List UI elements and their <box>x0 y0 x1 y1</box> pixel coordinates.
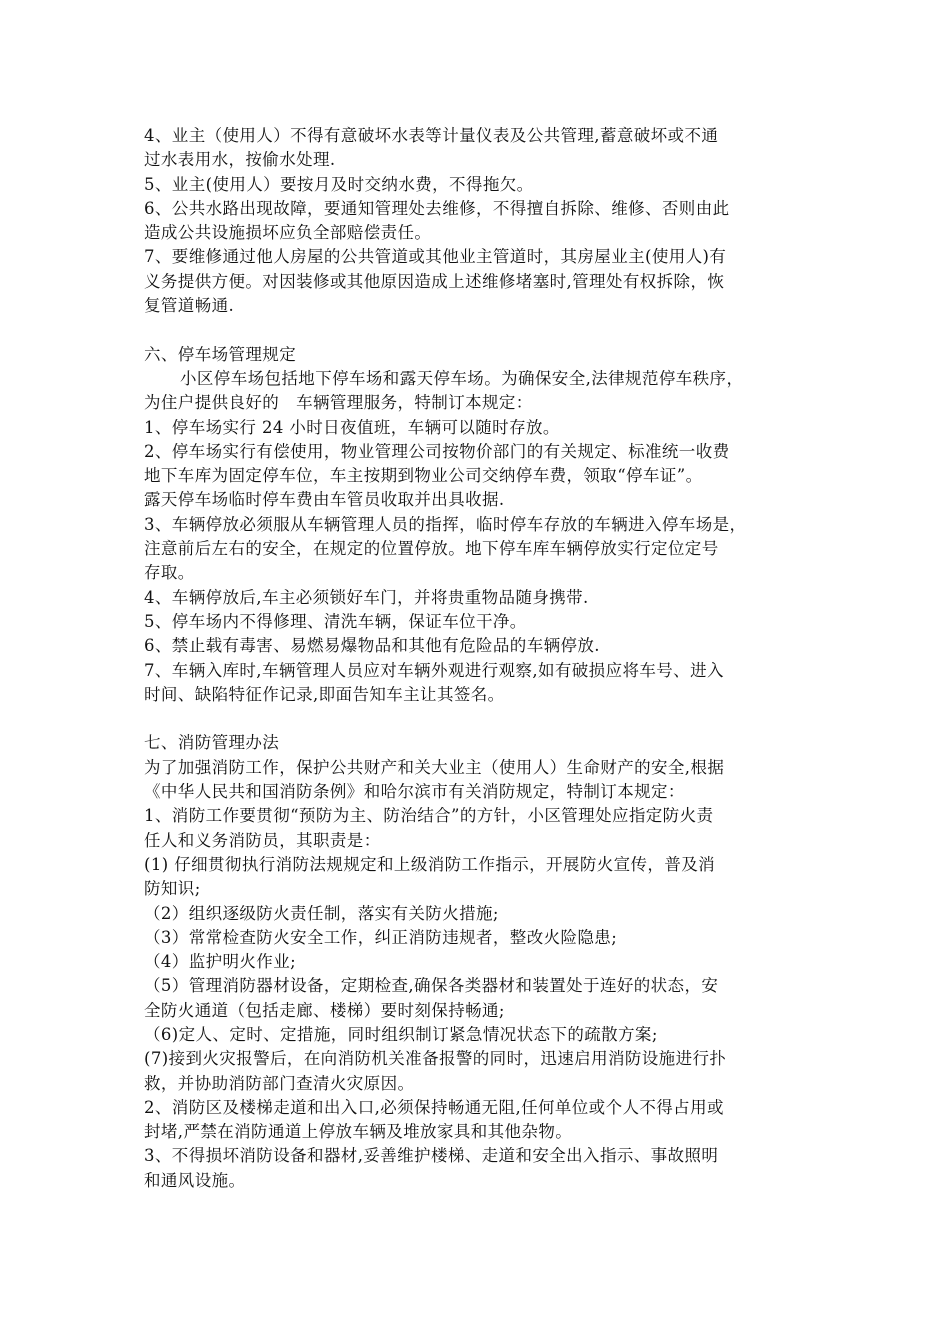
text-line: 7、车辆入库时,车辆管理人员应对车辆外观进行观察,如有破损应将车号、进入 <box>144 660 724 680</box>
text-line: 《中华人民共和国消防条例》和哈尔滨市有关消防规定，特制订本规定： <box>144 782 685 802</box>
text-line: 义务提供方便。对因装修或其他原因造成上述维修堵塞时,管理处有权拆除，恢 <box>144 271 725 291</box>
text-line: 救，并协助消防部门查清火灾原因。 <box>144 1073 415 1093</box>
text-line: 2、停车场实行有偿使用，物业管理公司按物价部门的有关规定、标准统一收费 <box>144 441 730 461</box>
text-line: 2、消防区及楼梯走道和出入口,必须保持畅通无阻,任何单位或个人不得占用或 <box>144 1097 724 1117</box>
text-line: 过水表用水，按偷水处理. <box>144 150 336 170</box>
text-line: 7、要维修通过他人房屋的公共管道或其他业主管道时，其房屋业主(使用人)有 <box>144 247 727 267</box>
text-line: 复管道畅通. <box>144 296 235 316</box>
blank-line <box>144 707 824 731</box>
text-line: 防知识; <box>144 879 201 899</box>
text-line: 4、业主（使用人）不得有意破坏水表等计量仪表及公共管理,蓄意破坏或不通 <box>144 126 719 145</box>
text-line: 为了加强消防工作，保护公共财产和关大业主（使用人）生命财产的安全,根据 <box>144 757 725 777</box>
text-line: 1、停车场实行 24 小时日夜值班，车辆可以随时存放。 <box>144 417 560 437</box>
text-line: （2）组织逐级防火责任制，落实有关防火措施; <box>144 903 499 923</box>
text-line: 注意前后左右的安全，在规定的位置停放。地下停车库车辆停放实行定位定号 <box>144 539 719 559</box>
text-line: 5、停车场内不得修理、清洗车辆，保证车位干净。 <box>144 611 527 631</box>
text-line: 为住户提供良好的 车辆管理服务，特制订本规定： <box>144 393 533 413</box>
text-line: 存取。 <box>144 563 195 583</box>
text-line: 全防火通道（包括走廊、楼梯）要时刻保持畅通; <box>144 1000 505 1020</box>
text-line: 任人和义务消防员，其职责是： <box>144 830 381 850</box>
text-line: （3）常常检查防火安全工作，纠正消防违规者，整改火险隐患; <box>144 927 618 947</box>
section-heading-fire: 七、消防管理办法 <box>144 733 280 753</box>
text-line: 6、禁止载有毒害、易燃易爆物品和其他有危险品的车辆停放. <box>144 636 600 656</box>
text-line: 3、车辆停放必须服从车辆管理人员的指挥，临时停车存放的车辆进入停车场是， <box>144 514 747 534</box>
text-line: (7)接到火灾报警后，在向消防机关准备报警的同时，迅速启用消防设施进行扑 <box>144 1049 727 1069</box>
text-line: 封堵,严禁在消防通道上停放车辆及堆放家具和其他杂物。 <box>144 1122 573 1142</box>
text-line: 3、不得损坏消防设备和器材,妥善维护楼梯、走道和安全出入指示、事故照明 <box>144 1146 719 1166</box>
text-line: (1) 仔细贯彻执行消防法规规定和上级消防工作指示，开展防火宣传，普及消 <box>144 854 716 874</box>
text-line: 造成公共设施损坏应负全部赔偿责任。 <box>144 223 432 243</box>
text-line: 1、消防工作要贯彻“预防为主、防治结合”的方针，小区管理处应指定防火责 <box>144 806 714 826</box>
text-line: 和通风设施。 <box>144 1170 246 1190</box>
section-heading-parking: 六、停车场管理规定 <box>144 344 297 364</box>
text-line: 小区停车场包括地下停车场和露天停车场。为确保安全,法律规范停车秩序， <box>180 368 744 388</box>
text-line: （4）监护明火作业; <box>144 952 297 972</box>
text-line: 6、公共水路出现故障，要通知管理处去维修，不得擅自拆除、维修、否则由此 <box>144 198 730 218</box>
document-body <box>144 124 824 1193</box>
text-line: 地下车库为固定停车位，车主按期到物业公司交纳停车费，领取“停车证”。 <box>144 466 703 486</box>
text-line: 5、业主(使用人）要按月及时交纳水费，不得拖欠。 <box>144 174 534 194</box>
text-line: （6)定人、定时、定措施，同时组织制订紧急情况状态下的疏散方案; <box>144 1024 658 1044</box>
text-line: 4、车辆停放后,车主必须锁好车门，并将贵重物品随身携带. <box>144 587 589 607</box>
blank-line <box>144 318 824 342</box>
text-line: 时间、缺陷特征作记录,即面告知车主让其签名。 <box>144 684 505 704</box>
text-line: 露天停车场临时停车费由车管员收取并出具收据. <box>144 490 505 510</box>
text-line: （5）管理消防器材设备，定期检查,确保各类器材和装置处于连好的状态，安 <box>144 976 719 996</box>
